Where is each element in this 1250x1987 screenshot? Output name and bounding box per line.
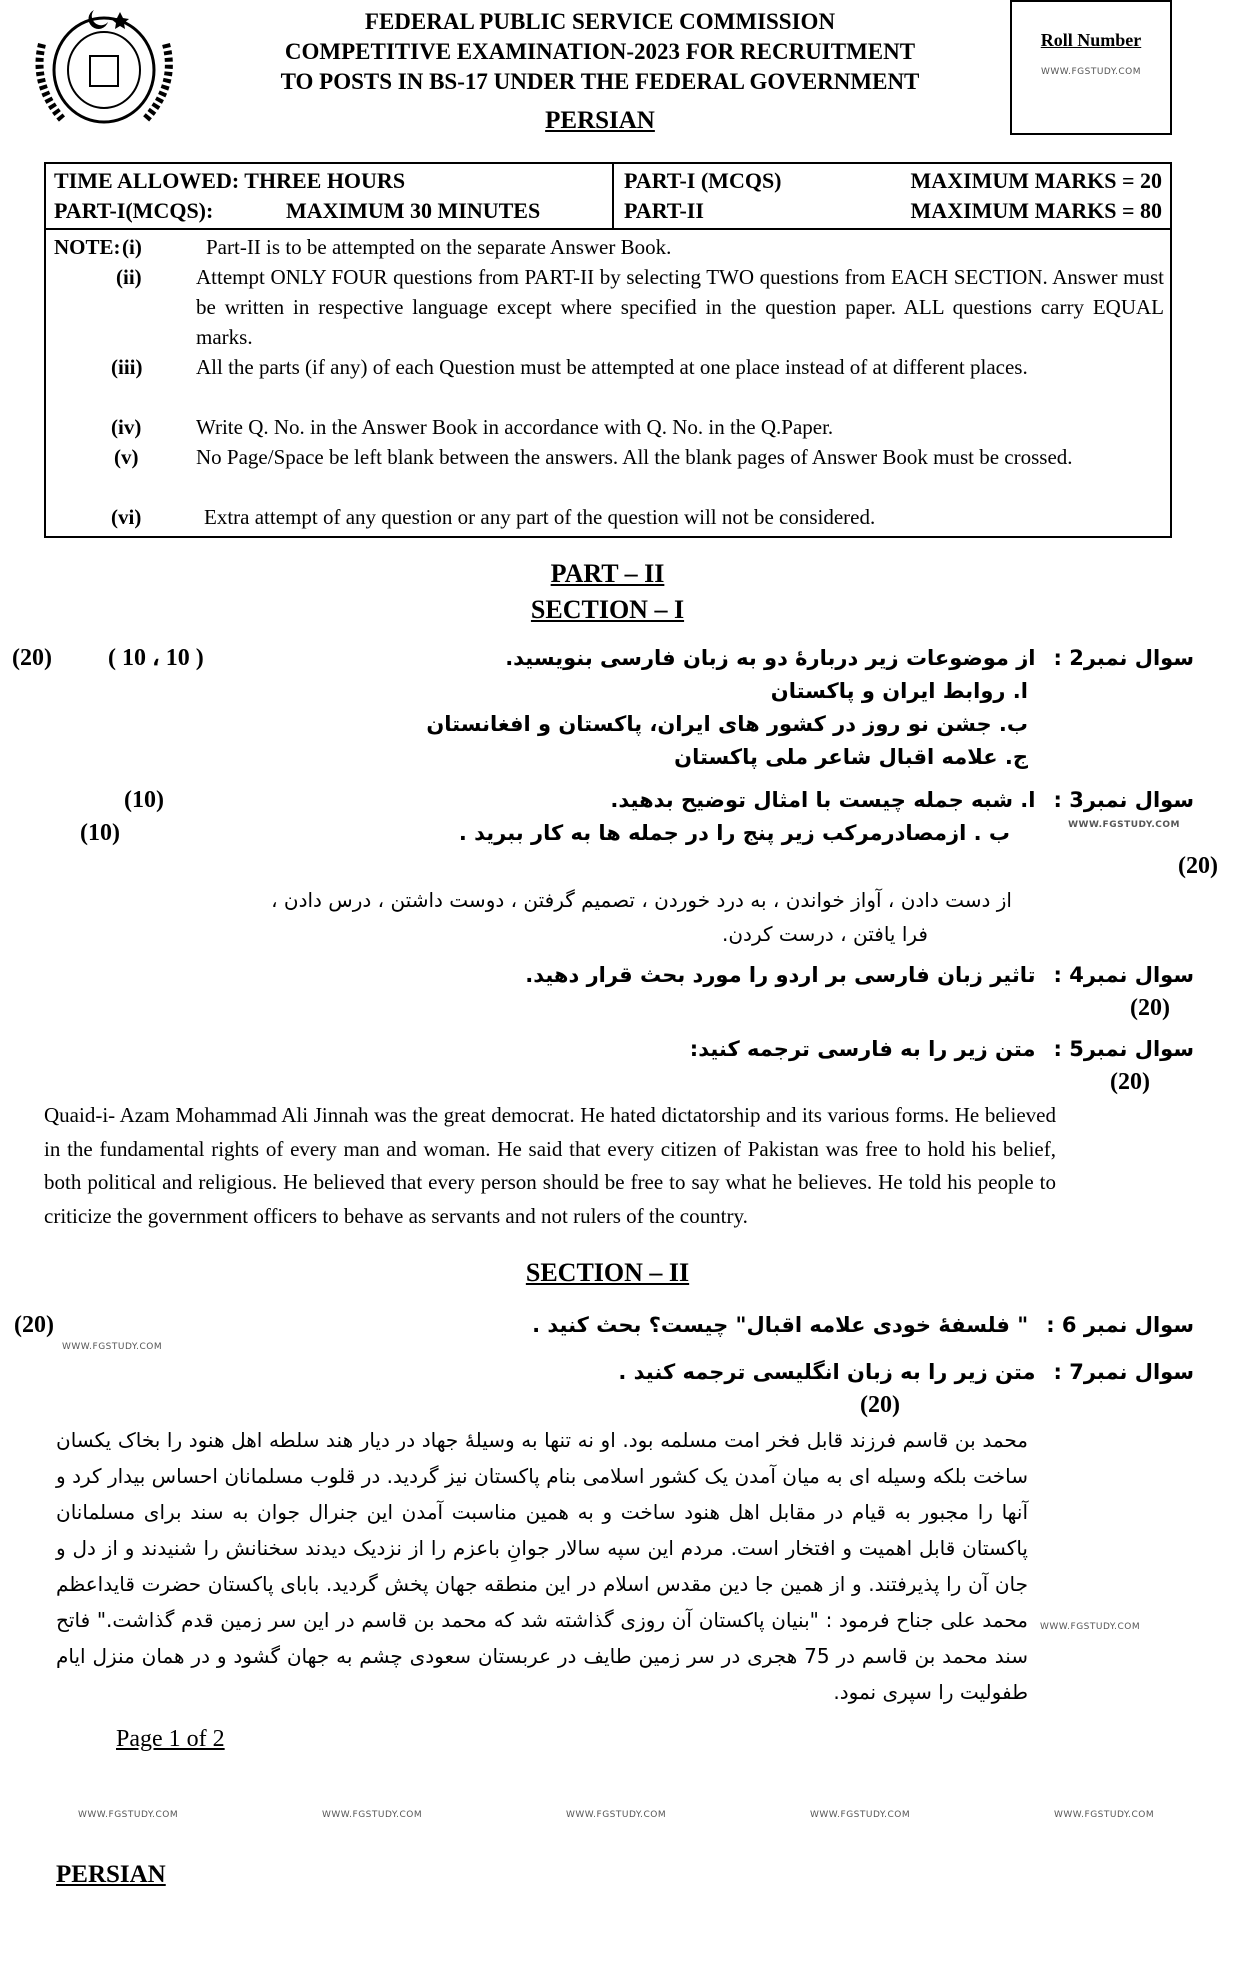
mcq-time-label: PART-I(MCQS): xyxy=(54,198,214,223)
part1-label: PART-I (MCQS) xyxy=(624,168,782,193)
mcq-time: MAXIMUM 30 MINUTES xyxy=(286,198,541,223)
instructions-box xyxy=(44,162,1172,538)
next-page-subject: PERSIAN xyxy=(56,1861,166,1888)
watermark-url: WWW.FGSTUDY.COM xyxy=(322,1810,423,1820)
time-allowed: TIME ALLOWED: THREE HOURS xyxy=(54,168,406,193)
q4-label: سوال نمبر4 : xyxy=(1053,963,1194,987)
q5-marks: (20) xyxy=(1110,1069,1150,1095)
watermark-url: WWW.FGSTUDY.COM xyxy=(78,1810,179,1820)
q7-marks: (20) xyxy=(860,1392,900,1418)
q3-part-b: ب . ازمصادرمرکب زیر پنج را در جمله ها به کار ببرید . xyxy=(458,821,1010,845)
q5-text: متن زیر را به فارسی ترجمه کنید: xyxy=(689,1037,1036,1061)
fpsc-logo xyxy=(22,4,187,129)
q3-a-marks: (10) xyxy=(124,787,164,813)
note-num: (iii) xyxy=(111,355,143,379)
section-1-title: SECTION – I xyxy=(530,595,685,624)
note-num: (i) xyxy=(122,235,142,259)
page-number: Page 1 of 2 xyxy=(116,1726,225,1752)
q3-verb-list-1: از دست دادن ، آواز خواندن ، به درد خوردن ، تصمیم گرفتن ، دوست داشتن ، درس دادن ، xyxy=(271,888,1012,912)
q2-option-a: ا. روابط ایران و پاکستان xyxy=(770,679,1028,703)
q2-text: از موضوعات زیر دربارۀ دو به زبان فارسی بنویسید. xyxy=(505,646,1036,670)
section-2-title: SECTION – II xyxy=(525,1258,690,1287)
watermark-url: WWW.FGSTUDY.COM xyxy=(1068,820,1180,830)
q7-text: متن زیر را به زبان انگلیسی ترجمه کنید . xyxy=(618,1360,1036,1384)
q2-option-c: ج. علامه اقبال شاعر ملی پاکستان xyxy=(674,745,1028,769)
note-title: NOTE: xyxy=(54,235,121,259)
watermark-url: WWW.FGSTUDY.COM xyxy=(810,1810,911,1820)
q3-verb-list-2: فرا یافتن ، درست کردن. xyxy=(722,922,928,946)
part1-marks: MAXIMUM MARKS = 20 xyxy=(910,168,1162,193)
watermark-url: WWW.FGSTUDY.COM xyxy=(1040,67,1142,77)
note-text: Write Q. No. in the Answer Book in accordance with Q. No. in the Q.Paper. xyxy=(196,415,834,439)
subject-title: PERSIAN xyxy=(545,107,655,134)
q2-label: سوال نمبر2 : xyxy=(1053,646,1194,670)
note-num: (vi) xyxy=(111,505,142,529)
q5-label: سوال نمبر5 : xyxy=(1053,1037,1194,1061)
q3-part-a: ا. شبه جمله چیست با امثال توضیح بدهید. xyxy=(610,788,1036,812)
note-num: (v) xyxy=(114,445,139,469)
questions-area xyxy=(0,548,1250,1890)
header-line-3: TO POSTS IN BS-17 UNDER THE FEDERAL GOVERNMENT xyxy=(280,69,920,94)
q6-label: سوال نمبر 6 : xyxy=(1046,1313,1194,1337)
header-line-1: FEDERAL PUBLIC SERVICE COMMISSION xyxy=(364,9,836,34)
watermark-url: WWW.FGSTUDY.COM xyxy=(1054,1810,1155,1820)
q6-text: " فلسفۀ خودی علامه اقبال" چیست؟ بحث کنید . xyxy=(532,1313,1029,1337)
watermark-url: WWW.FGSTUDY.COM xyxy=(1040,1622,1141,1632)
watermark-url: WWW.FGSTUDY.COM xyxy=(62,1342,163,1352)
note-num: (iv) xyxy=(111,415,142,439)
part2-marks: MAXIMUM MARKS = 80 xyxy=(910,198,1162,223)
q4-text: تاثیر زبان فارسی بر اردو را مورد بحث قرار دهید. xyxy=(525,963,1036,987)
roll-number-label: Roll Number xyxy=(1040,30,1142,50)
q7-label: سوال نمبر7 : xyxy=(1053,1360,1194,1384)
q2-split-marks: ( 10 ، 10 ) xyxy=(108,645,204,671)
watermark-url: WWW.FGSTUDY.COM xyxy=(566,1810,667,1820)
part-title: PART – II xyxy=(550,559,665,588)
q5-passage: Quaid-i- Azam Mohammad Ali Jinnah was the great democrat. He hated dictatorship and its various forms. He believed in the fundamental rights of every man and woman. He said that every citizen of Pakistan was free to hold his belief, both political and religious. He believed that every person should be free to say what he believes. He told his people to criticize the government officers to behave as servants and not rulers of the country. xyxy=(44,1103,1056,1228)
part2-label: PART-II xyxy=(624,198,704,223)
q4-marks: (20) xyxy=(1130,995,1170,1021)
q7-passage: محمد بن قاسم فرزند قابل فخر امت مسلمه بود. او نه تنها به وسیلۀ جهاد در دیار هند سلطه اهل هنود را بخاک یکسان ساخت بلکه وسیله ای به میان آمدن یک کشور اسلامی بنام پاکستان نیز گردید. در قلوب مسلمانان احساس بیدار کرد و آنها را مجبور به قیام در مقابل اهل هنود ساخت و به همین مناسبت آمدن این جنرال جوان به سند برای مسلمانان پاکستان قابل اهمیت و افتخار است. مردم این سپه سالار جوانِ باعزم را از نزدیک دیدند سخنانش را شنیدند و از دل و جان آن را پذیرفتند. و از همین جا دین مقدس اسلام در این منطقه جهان پخش گردید. بابای پاکستان حضرت قایداعظم محمد علی جناح فرمود : "بنیان پاکستان آن روزی گذاشته شد که محمد بن قاسم در این سر زمین قدم گذاشت." فاتح سند محمد بن قاسم در 75 هجری در سر زمین طایف در عربستان سعودی چشم به جهان گشود و در همان منزل ایام طفولیت را سپری نمود. xyxy=(56,1428,1028,1704)
header-line-2: COMPETITIVE EXAMINATION-2023 FOR RECRUITMENT xyxy=(284,39,916,64)
note-text: Part-II is to be attempted on the separate Answer Book. xyxy=(206,235,672,259)
q3-marks: (20) xyxy=(1178,853,1218,879)
q3-label: سوال نمبر3 : xyxy=(1053,788,1194,812)
note-text: Attempt ONLY FOUR questions from PART-II by selecting TWO questions from EACH SECTION. Answer must be written in respective language except where specified in the question paper. ALL questions carry EQUAL marks. xyxy=(196,265,1164,349)
q3-b-marks: (10) xyxy=(80,820,120,846)
q2-option-b: ب. جشن نو روز در کشور های ایران، پاکستان و افغانستان xyxy=(426,712,1028,736)
note-text: No Page/Space be left blank between the answers. All the blank pages of Answer Book must be crossed. xyxy=(196,445,1073,469)
note-num: (ii) xyxy=(116,265,142,289)
note-text: All the parts (if any) of each Question must be attempted at one place instead of at different places. xyxy=(196,355,1028,379)
q6-marks: (20) xyxy=(14,1312,54,1338)
roll-number-box xyxy=(1010,0,1172,135)
q2-marks: (20) xyxy=(12,645,52,671)
note-text: Extra attempt of any question or any part of the question will not be considered. xyxy=(204,505,876,529)
